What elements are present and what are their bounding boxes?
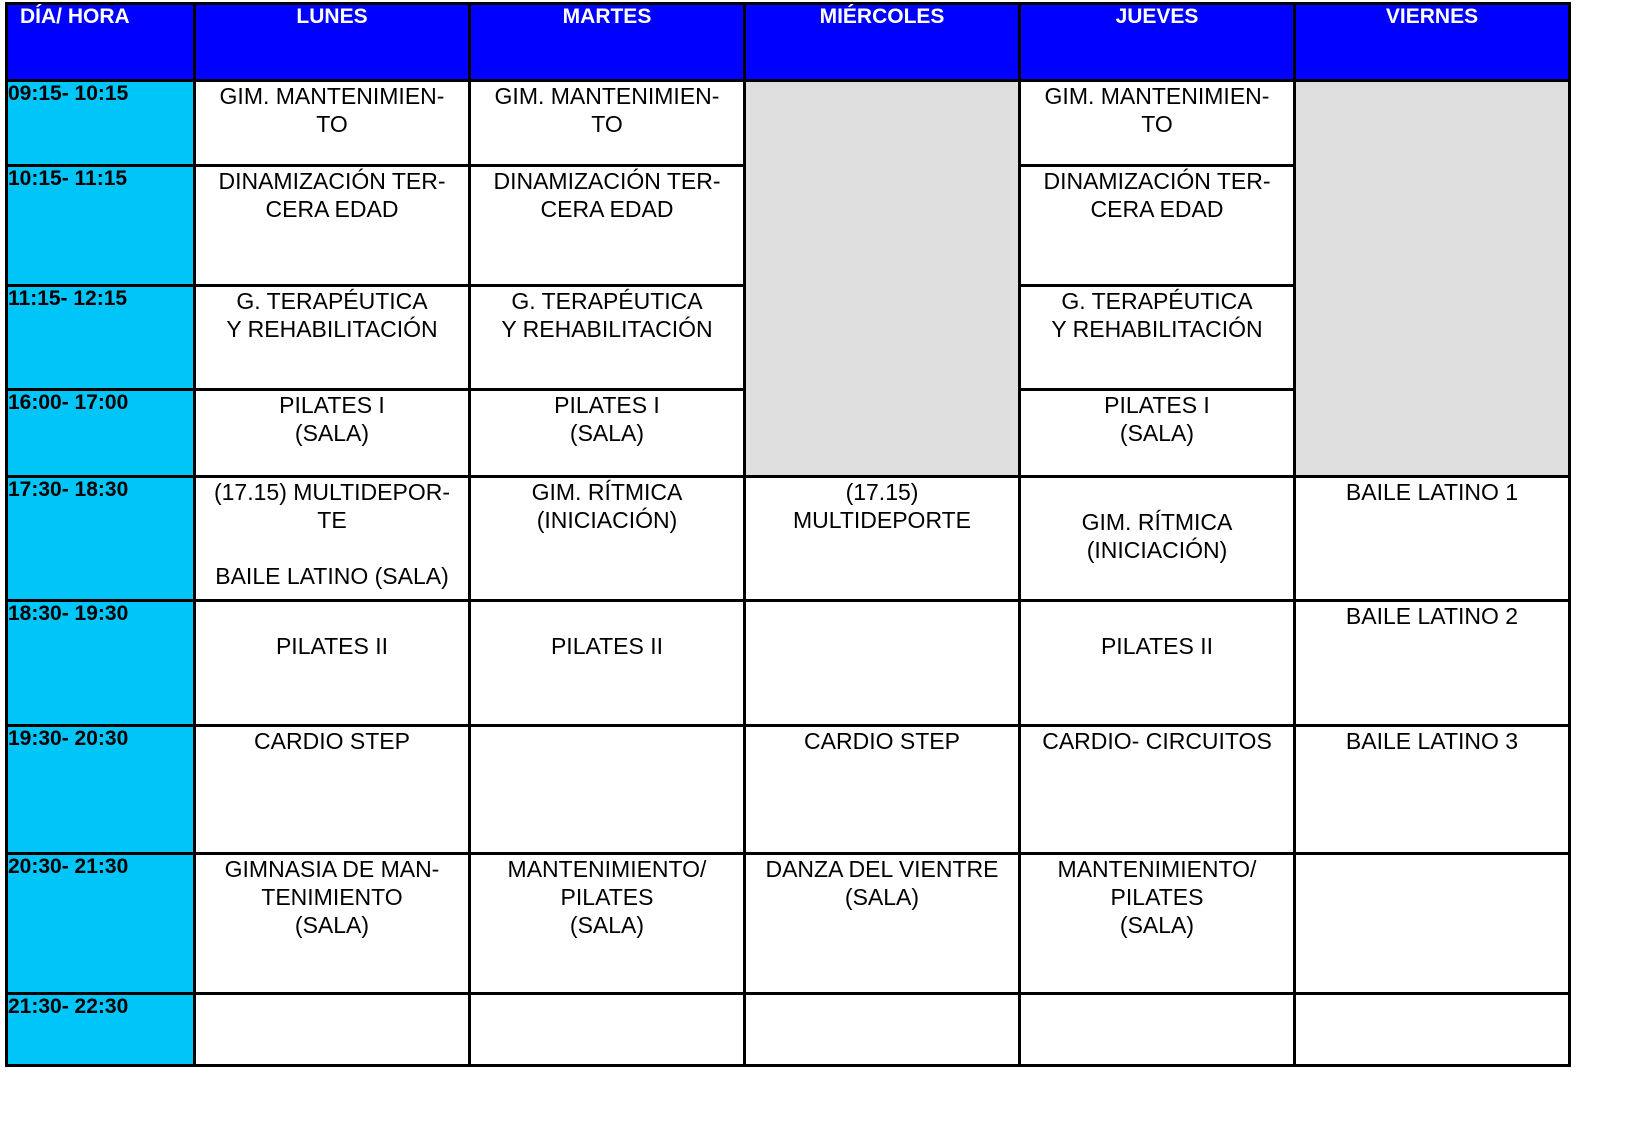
time-slot: 17:30- 18:30 xyxy=(7,477,195,601)
table-row xyxy=(7,477,1570,601)
class-cell: G. TERAPÉUTICA Y REHABILITACIÓN xyxy=(195,286,470,390)
class-cell: GIM. MANTENIMIEN- TO xyxy=(1020,81,1295,166)
class-cell: DANZA DEL VIENTRE (SALA) xyxy=(745,854,1020,994)
time-slot: 11:15- 12:15 xyxy=(7,286,195,390)
class-cell: CARDIO STEP xyxy=(195,726,470,854)
class-cell xyxy=(1295,854,1570,994)
class-cell xyxy=(470,994,745,1066)
class-cell: G. TERAPÉUTICA Y REHABILITACIÓN xyxy=(1020,286,1295,390)
class-cell xyxy=(745,994,1020,1066)
class-cell: PILATES I (SALA) xyxy=(470,390,745,477)
time-slot: 09:15- 10:15 xyxy=(7,81,195,166)
time-slot: 10:15- 11:15 xyxy=(7,166,195,286)
class-cell: DINAMIZACIÓN TER- CERA EDAD xyxy=(195,166,470,286)
class-cell: GIMNASIA DE MAN- TENIMIENTO (SALA) xyxy=(195,854,470,994)
class-cell: BAILE LATINO 2 xyxy=(1295,601,1570,726)
class-cell: GIM. RÍTMICA (INICIACIÓN) xyxy=(470,477,745,601)
table-row xyxy=(7,726,1570,854)
class-cell xyxy=(195,994,470,1066)
time-slot: 18:30- 19:30 xyxy=(7,601,195,726)
time-slot: 20:30- 21:30 xyxy=(7,854,195,994)
class-cell: BAILE LATINO 1 xyxy=(1295,477,1570,601)
class-cell: CARDIO STEP xyxy=(745,726,1020,854)
class-cell: MANTENIMIENTO/ PILATES (SALA) xyxy=(1020,854,1295,994)
table-row xyxy=(7,994,1570,1066)
class-cell: PILATES II xyxy=(470,601,745,726)
class-cell: (17.15) MULTIDEPORTE xyxy=(745,477,1020,601)
empty-block-viernes xyxy=(1295,81,1570,477)
class-cell: PILATES II xyxy=(195,601,470,726)
class-cell xyxy=(470,726,745,854)
header-row xyxy=(7,4,1570,81)
class-cell: CARDIO- CIRCUITOS xyxy=(1020,726,1295,854)
table-row xyxy=(7,854,1570,994)
class-cell xyxy=(745,601,1020,726)
header-jueves: JUEVES xyxy=(1020,4,1295,81)
header-martes: MARTES xyxy=(470,4,745,81)
schedule-table xyxy=(5,2,1571,1067)
header-miercoles: MIÉRCOLES xyxy=(745,4,1020,81)
class-cell: GIM. RÍTMICA (INICIACIÓN) xyxy=(1020,477,1295,601)
empty-block-miercoles xyxy=(745,81,1020,477)
time-slot: 16:00- 17:00 xyxy=(7,390,195,477)
class-cell: GIM. MANTENIMIEN- TO xyxy=(470,81,745,166)
class-cell: DINAMIZACIÓN TER- CERA EDAD xyxy=(1020,166,1295,286)
class-cell: GIM. MANTENIMIEN- TO xyxy=(195,81,470,166)
class-cell: BAILE LATINO 3 xyxy=(1295,726,1570,854)
class-cell: DINAMIZACIÓN TER- CERA EDAD xyxy=(470,166,745,286)
class-cell: PILATES I (SALA) xyxy=(1020,390,1295,477)
table-row xyxy=(7,81,1570,166)
class-cell: PILATES II xyxy=(1020,601,1295,726)
class-cell: PILATES I (SALA) xyxy=(195,390,470,477)
class-cell xyxy=(1295,994,1570,1066)
class-cell: (17.15) MULTIDEPOR- TE BAILE LATINO (SALA) xyxy=(195,477,470,601)
class-cell: MANTENIMIENTO/ PILATES (SALA) xyxy=(470,854,745,994)
header-viernes: VIERNES xyxy=(1295,4,1570,81)
class-cell: G. TERAPÉUTICA Y REHABILITACIÓN xyxy=(470,286,745,390)
time-slot: 19:30- 20:30 xyxy=(7,726,195,854)
header-lunes: LUNES xyxy=(195,4,470,81)
header-time-column: DÍA/ HORA xyxy=(7,4,195,81)
class-cell xyxy=(1020,994,1295,1066)
table-row xyxy=(7,601,1570,726)
time-slot: 21:30- 22:30 xyxy=(7,994,195,1066)
